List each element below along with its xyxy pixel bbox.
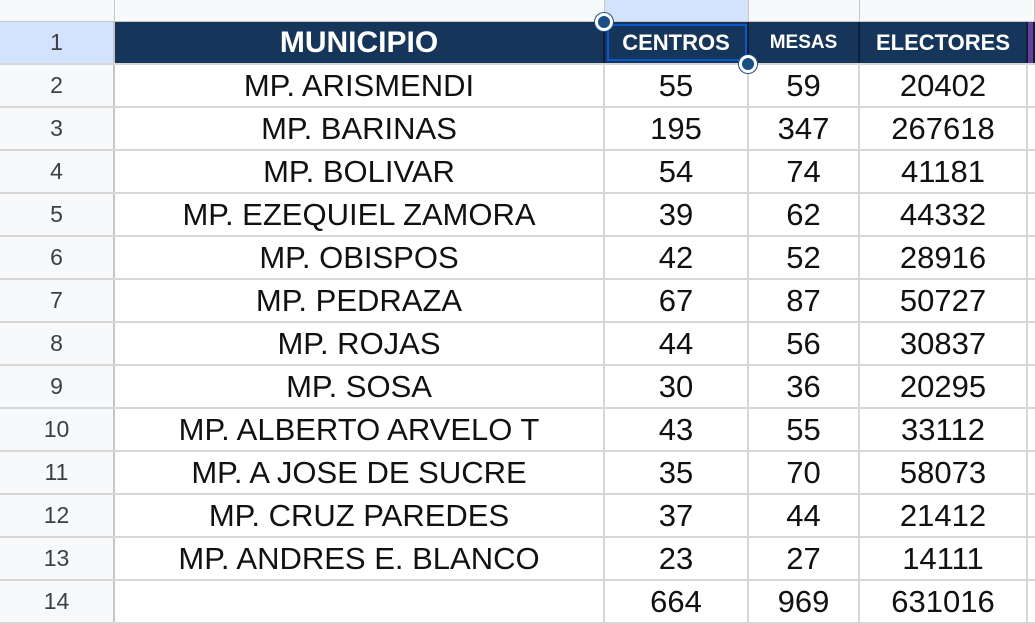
cell-extra[interactable]: [1028, 280, 1035, 321]
cell-mesas[interactable]: 56: [749, 323, 860, 364]
header-electores[interactable]: ELECTORES: [860, 22, 1028, 63]
cell-mesas[interactable]: 70: [749, 452, 860, 493]
row-number[interactable]: 1: [0, 22, 115, 63]
table-row: [0, 581, 1035, 624]
cell-electores[interactable]: 44332: [860, 194, 1028, 235]
select-all-corner[interactable]: [0, 0, 115, 21]
cell-electores[interactable]: 58073: [860, 452, 1028, 493]
cell-centros[interactable]: 67: [605, 280, 749, 321]
cell-centros[interactable]: 664: [605, 581, 749, 622]
selection-handle-bottom[interactable]: [739, 55, 757, 73]
cell-municipio[interactable]: MP. OBISPOS: [115, 237, 605, 278]
cell-extra[interactable]: [1028, 538, 1035, 579]
cell-electores[interactable]: 20402: [860, 65, 1028, 106]
cell-extra[interactable]: [1028, 323, 1035, 364]
cell-municipio[interactable]: [115, 581, 605, 622]
cell-mesas[interactable]: 87: [749, 280, 860, 321]
cell-mesas[interactable]: 74: [749, 151, 860, 192]
header-mesas[interactable]: MESAS: [749, 22, 860, 63]
cell-municipio[interactable]: MP. SOSA: [115, 366, 605, 407]
cell-electores[interactable]: 631016: [860, 581, 1028, 622]
row-number[interactable]: 5: [0, 194, 115, 235]
cell-extra[interactable]: [1028, 237, 1035, 278]
table-row: [0, 409, 1035, 452]
cell-municipio[interactable]: MP. ROJAS: [115, 323, 605, 364]
cell-centros[interactable]: 54: [605, 151, 749, 192]
cell-electores[interactable]: 50727: [860, 280, 1028, 321]
cell-centros[interactable]: 195: [605, 108, 749, 149]
row-number[interactable]: 7: [0, 280, 115, 321]
cell-extra[interactable]: [1028, 108, 1035, 149]
table-header-row: [0, 22, 1035, 65]
cell-extra[interactable]: [1028, 194, 1035, 235]
column-header-d[interactable]: [749, 0, 860, 21]
row-number[interactable]: 10: [0, 409, 115, 450]
cell-electores[interactable]: 28916: [860, 237, 1028, 278]
cell-electores[interactable]: 41181: [860, 151, 1028, 192]
cell-centros[interactable]: 42: [605, 237, 749, 278]
cell-extra[interactable]: [1028, 409, 1035, 450]
cell-extra[interactable]: [1028, 452, 1035, 493]
cell-mesas[interactable]: 55: [749, 409, 860, 450]
row-number[interactable]: 13: [0, 538, 115, 579]
column-header-e[interactable]: [860, 0, 1035, 21]
cell-electores[interactable]: 30837: [860, 323, 1028, 364]
column-header-strip: [0, 0, 1035, 22]
table-row: [0, 65, 1035, 108]
cell-mesas[interactable]: 52: [749, 237, 860, 278]
row-number[interactable]: 6: [0, 237, 115, 278]
table-row: [0, 452, 1035, 495]
cell-municipio[interactable]: MP. PEDRAZA: [115, 280, 605, 321]
cell-centros[interactable]: 23: [605, 538, 749, 579]
cell-mesas[interactable]: 969: [749, 581, 860, 622]
header-municipio[interactable]: MUNICIPIO: [115, 22, 605, 63]
cell-extra[interactable]: [1028, 151, 1035, 192]
cell-municipio[interactable]: MP. A JOSE DE SUCRE: [115, 452, 605, 493]
cell-centros[interactable]: 43: [605, 409, 749, 450]
selection-handle-top[interactable]: [595, 13, 613, 31]
cell-electores[interactable]: 267618: [860, 108, 1028, 149]
table-row: [0, 323, 1035, 366]
table-row: [0, 280, 1035, 323]
cell-municipio[interactable]: MP. BOLIVAR: [115, 151, 605, 192]
cell-municipio[interactable]: MP. ARISMENDI: [115, 65, 605, 106]
table-row: [0, 108, 1035, 151]
row-number[interactable]: 2: [0, 65, 115, 106]
cell-centros[interactable]: 30: [605, 366, 749, 407]
header-extra-cell[interactable]: [1028, 22, 1035, 63]
cell-municipio[interactable]: MP. EZEQUIEL ZAMORA: [115, 194, 605, 235]
table-row: [0, 495, 1035, 538]
cell-extra[interactable]: [1028, 366, 1035, 407]
table-row: [0, 366, 1035, 409]
column-header-c[interactable]: [605, 0, 749, 21]
cell-extra[interactable]: [1028, 65, 1035, 106]
cell-mesas[interactable]: 59: [749, 65, 860, 106]
cell-centros[interactable]: 39: [605, 194, 749, 235]
cell-electores[interactable]: 20295: [860, 366, 1028, 407]
cell-municipio[interactable]: MP. BARINAS: [115, 108, 605, 149]
cell-centros[interactable]: 44: [605, 323, 749, 364]
row-number[interactable]: 12: [0, 495, 115, 536]
row-number[interactable]: 11: [0, 452, 115, 493]
cell-centros[interactable]: 35: [605, 452, 749, 493]
row-number[interactable]: 8: [0, 323, 115, 364]
table-row: [0, 538, 1035, 581]
cell-mesas[interactable]: 62: [749, 194, 860, 235]
cell-extra[interactable]: [1028, 581, 1035, 622]
cell-mesas[interactable]: 36: [749, 366, 860, 407]
row-number[interactable]: 4: [0, 151, 115, 192]
cell-mesas[interactable]: 27: [749, 538, 860, 579]
cell-electores[interactable]: 21412: [860, 495, 1028, 536]
cell-municipio[interactable]: MP. ALBERTO ARVELO T: [115, 409, 605, 450]
cell-electores[interactable]: 33112: [860, 409, 1028, 450]
row-number[interactable]: 3: [0, 108, 115, 149]
header-centros[interactable]: CENTROS: [605, 22, 749, 63]
cell-centros[interactable]: 37: [605, 495, 749, 536]
row-number[interactable]: 9: [0, 366, 115, 407]
cell-municipio[interactable]: MP. ANDRES E. BLANCO: [115, 538, 605, 579]
cell-mesas[interactable]: 347: [749, 108, 860, 149]
cell-extra[interactable]: [1028, 495, 1035, 536]
cell-municipio[interactable]: MP. CRUZ PAREDES: [115, 495, 605, 536]
cell-electores[interactable]: 14111: [860, 538, 1028, 579]
table-row: [0, 237, 1035, 280]
cell-centros[interactable]: 55: [605, 65, 749, 106]
cell-mesas[interactable]: 44: [749, 495, 860, 536]
row-number[interactable]: 14: [0, 581, 115, 622]
table-row: [0, 151, 1035, 194]
table-row: [0, 194, 1035, 237]
column-header-b[interactable]: [115, 0, 605, 21]
